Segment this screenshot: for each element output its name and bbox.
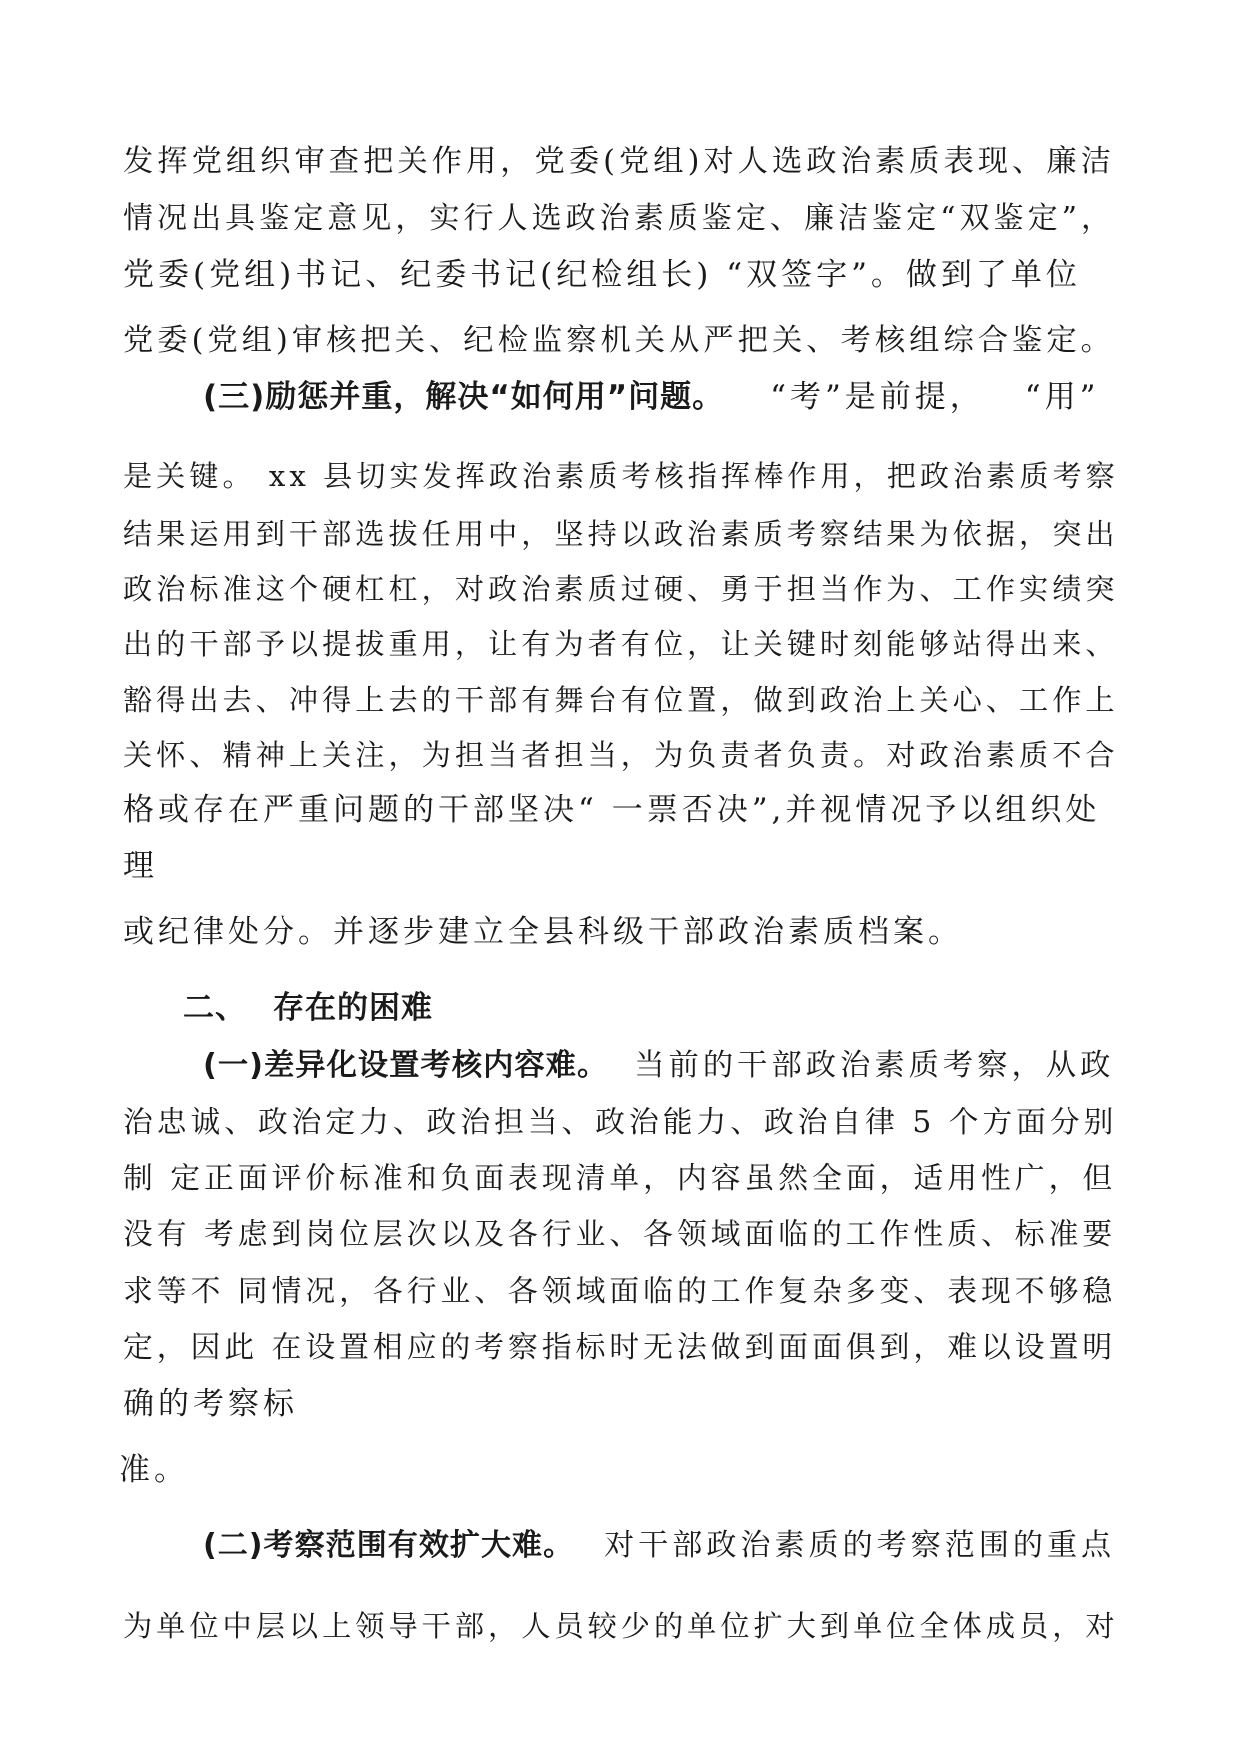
section-3-heading-line xyxy=(203,377,1100,417)
paragraph-line: 治忠诚、政治定力、政治担当、政治能力、政治自律 5 个方面分别 xyxy=(123,1105,1118,1140)
subsection-1-heading-line xyxy=(203,1046,1114,1086)
paragraph-line: 情况出具鉴定意见，实行人选政治素质鉴定、廉洁鉴定“双鉴定”， xyxy=(123,201,1116,236)
paragraph-line: 豁得出去、冲得上去的干部有舞台有位置，做到政治上关心、工作上 xyxy=(123,683,1119,717)
paragraph-line: 出的干部予以提拔重用，让有为者有位，让关键时刻能够站得出来、 xyxy=(123,627,1119,661)
paragraph-line: 党委(党组)审核把关、纪检监察机关从严把关、考核组综合鉴定。 xyxy=(123,323,1115,358)
paragraph-line: 确的考察标 xyxy=(123,1386,298,1422)
paragraph-line: 为单位中层以上领导干部，人员较少的单位扩大到单位全体成员，对 xyxy=(123,1609,1119,1643)
paragraph-line: 没有 考虑到岗位层次以及各行业、各领域面临的工作性质、标准要 xyxy=(123,1217,1117,1252)
subsection-2-heading-line xyxy=(203,1526,1115,1566)
paragraph-line: 理 xyxy=(123,848,158,884)
paragraph-line: 发挥党组织审查把关作用，党委(党组)对人选政治素质表现、廉洁 xyxy=(123,144,1115,179)
paragraph-line: 政治标准这个硬杠杠，对政治素质过硬、勇于担当作为、工作实绩突 xyxy=(123,572,1119,606)
paragraph-line: 结果运用到干部选拔任用中，坚持以政治素质考察结果为依据，突出 xyxy=(123,517,1119,551)
paragraph-text: “用” xyxy=(1024,379,1100,415)
paragraph-line: 准。 xyxy=(119,1452,189,1488)
paragraph-line: 关怀、精神上关注，为担当者担当，为负责者负责。对政治素质不合 xyxy=(123,738,1119,772)
paragraph-text: “考”是前提， xyxy=(770,379,985,415)
section-2-heading xyxy=(183,988,433,1028)
paragraph-line: 党委(党组)书记、纪委书记(纪检组长) “双签字”。做到了单位 xyxy=(123,257,1081,293)
subsection-1-heading: (一)差异化设置考核内容难。 xyxy=(203,1048,609,1083)
paragraph-line: 求等不 同情况，各行业、各领域面临的工作复杂多变、表现不够稳 xyxy=(123,1274,1117,1309)
paragraph-line: 制 定正面评价标准和负面表现清单，内容虽然全面，适用性广，但 xyxy=(123,1161,1117,1196)
section-2-number: 二、 xyxy=(183,990,247,1026)
paragraph-line: 或纪律处分。并逐步建立全县科级干部政治素质档案。 xyxy=(123,914,963,950)
paragraph-text: 当前的干部政治素质考察，从政 xyxy=(634,1048,1115,1083)
paragraph-text: 对干部政治素质的考察范围的重点 xyxy=(604,1528,1116,1563)
paragraph-line: 是关键。 xx 县切实发挥政治素质考核指挥棒作用，把政治素质考察 xyxy=(123,459,1119,493)
section-3-heading: (三)励惩并重，解决“如何用”问题。 xyxy=(203,379,725,415)
paragraph-line: 格或存在严重问题的干部坚决“ 一票否决”,并视情况予以组织处 xyxy=(123,792,1101,828)
section-2-title: 存在的困难 xyxy=(273,990,433,1026)
subsection-2-heading: (二)考察范围有效扩大难。 xyxy=(203,1528,575,1563)
paragraph-line: 定，因此 在设置相应的考察指标时无法做到面面俱到，难以设置明 xyxy=(123,1330,1117,1365)
